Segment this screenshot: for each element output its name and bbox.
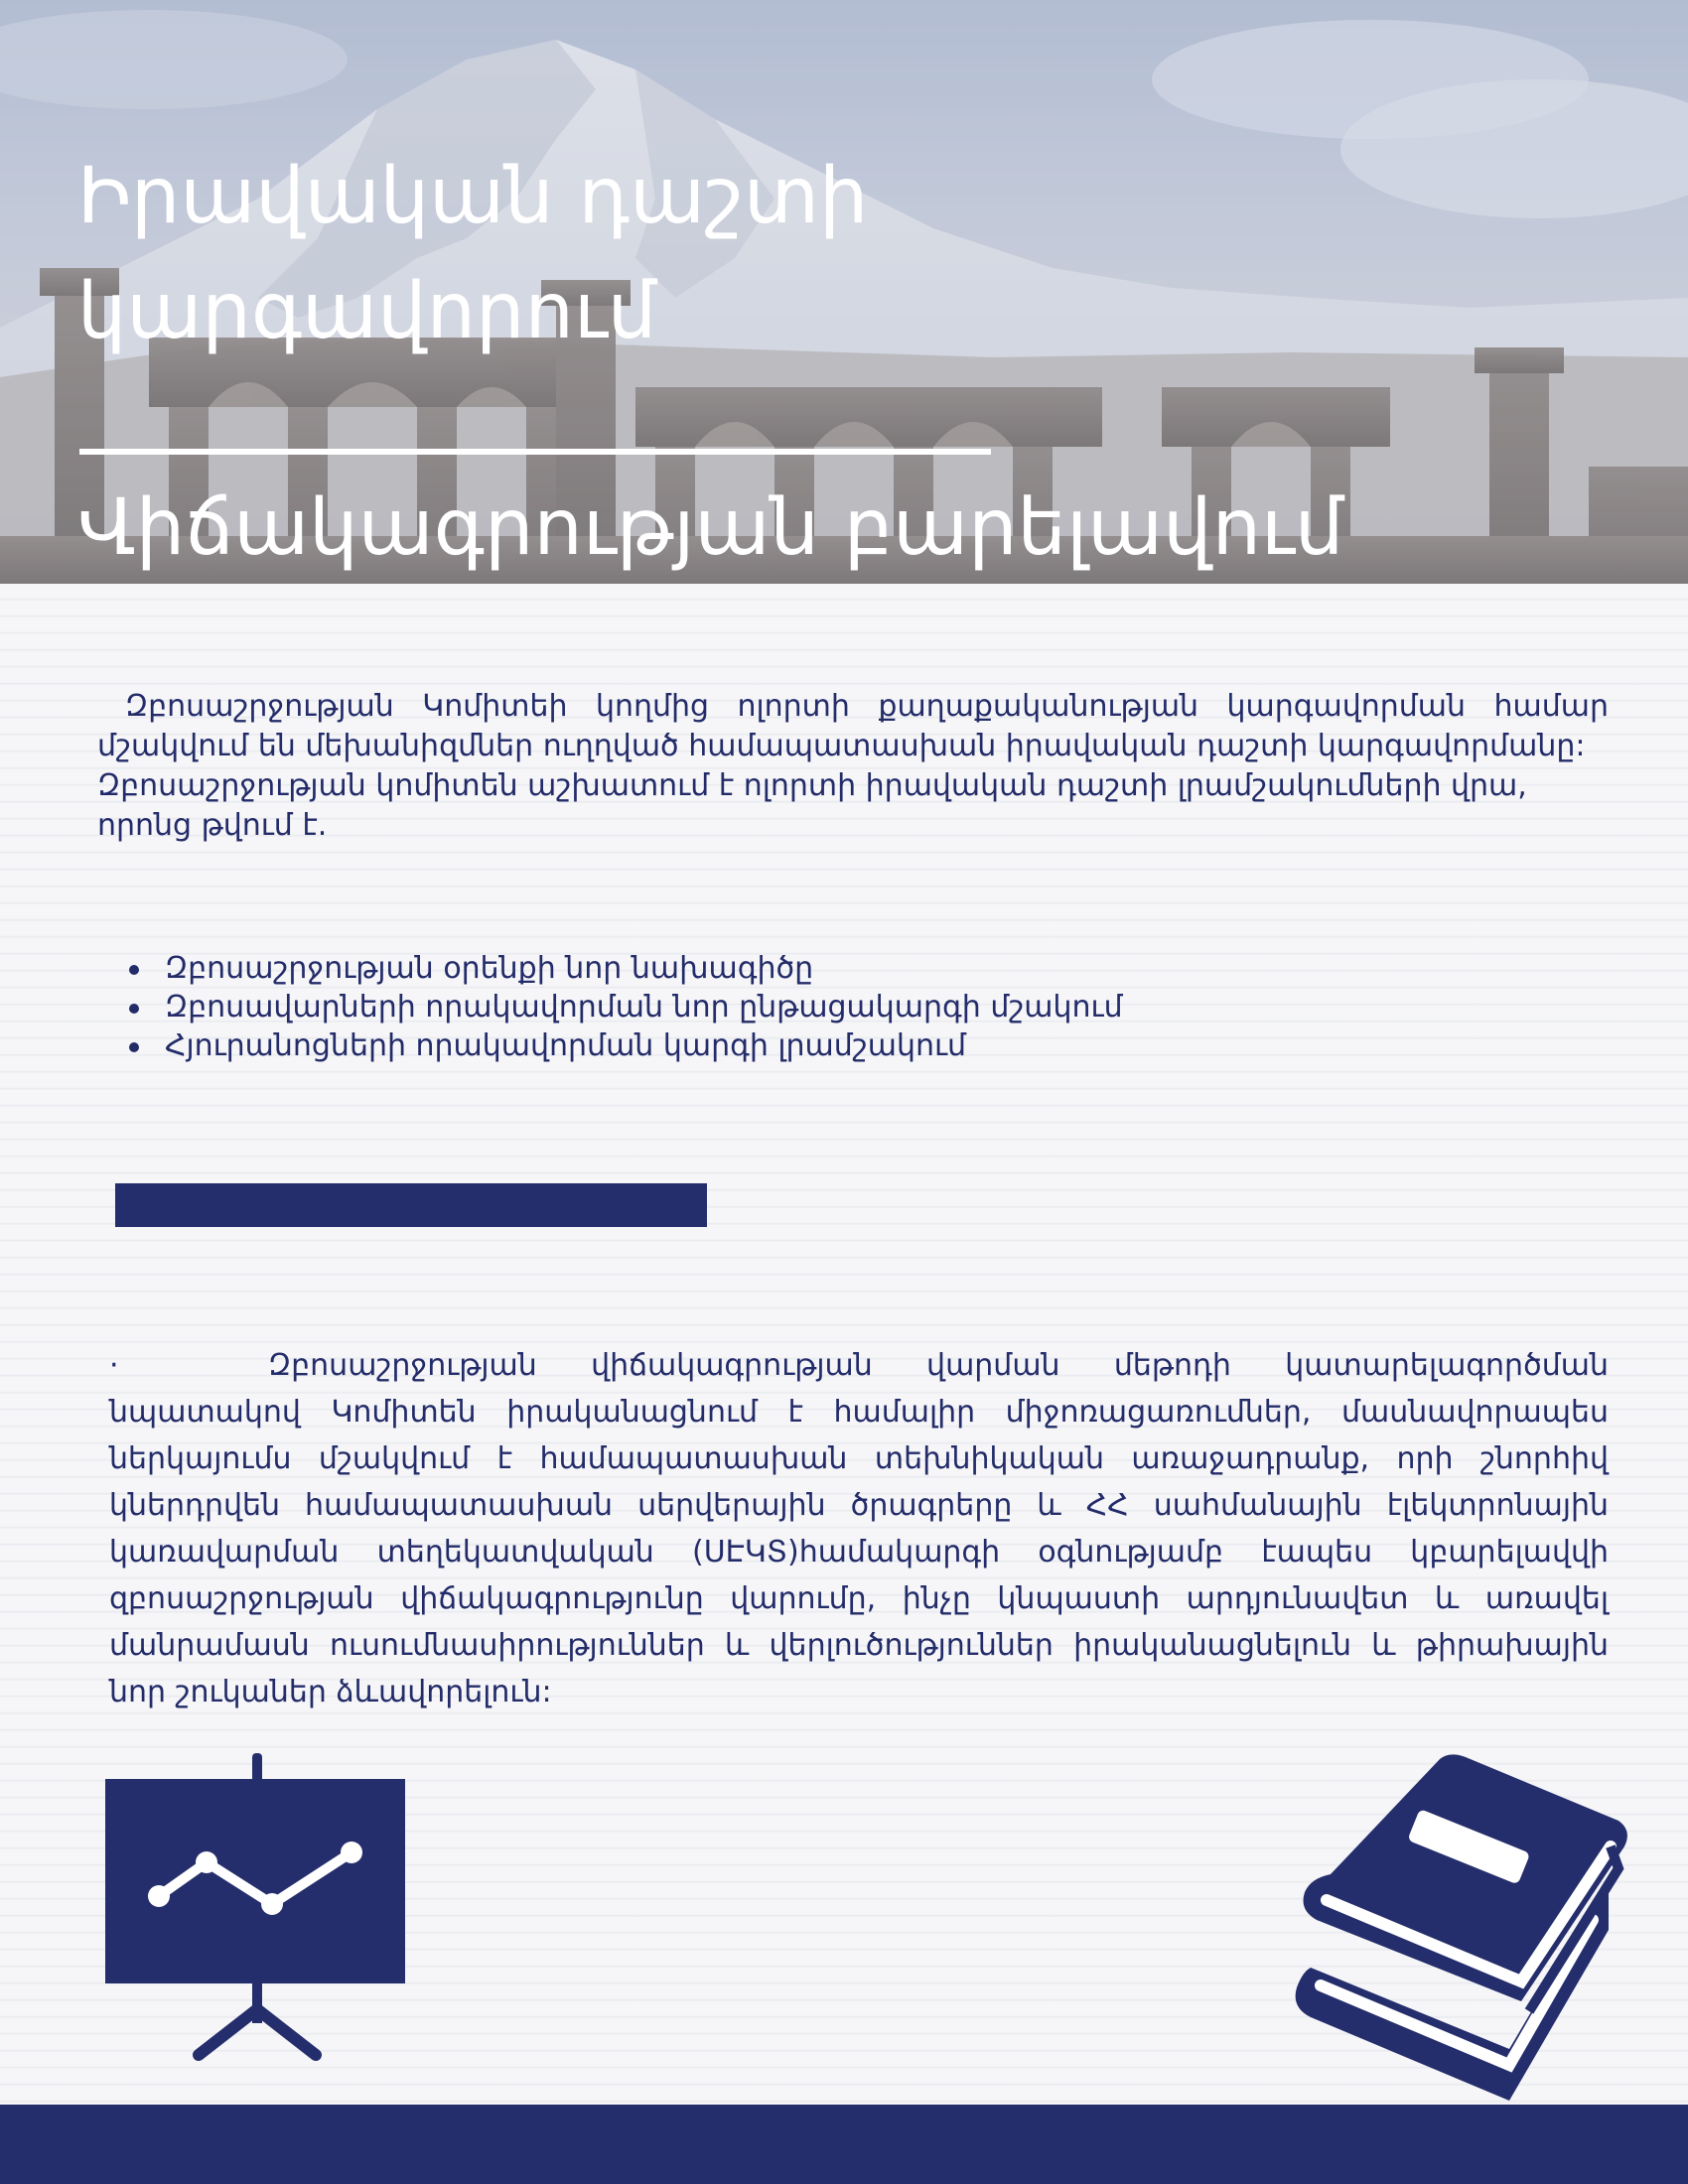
presentation-chart-icon bbox=[103, 1753, 411, 2061]
list-item: Զբոսավարների որակավորման նոր ընթացակարգի մշակում bbox=[125, 988, 1123, 1026]
intro-paragraph-2: Զբոսաշրջության կոմիտեն աշխատում է ոլորտի իրավական դաշտի լրամշակումների վրա, որոնց թվում է. bbox=[97, 768, 1527, 843]
paragraph-lead-dot: · bbox=[109, 1348, 119, 1383]
hero-subtitle: Վիճակագրության բարելավում bbox=[77, 483, 1344, 573]
list-item: Հյուրանոցների որակավորման կարգի լրամշակում bbox=[125, 1026, 1123, 1065]
list-item: Զբոսաշրջության օրենքի նոր նախագիծը bbox=[125, 949, 1123, 988]
books-icon bbox=[1291, 1751, 1628, 2105]
intro-section bbox=[97, 687, 1609, 846]
footer-bar bbox=[0, 2105, 1688, 2184]
statistics-paragraph-text: Զբոսաշրջության վիճակագրության վարման մեթոդի կատարելագործման նպատակով Կոմիտեն իրականացնում է համալիր միջոռացառումներ, մասնավորապես ներկայումս մշակվում է համապատասխան տեխնիկական առաջադրանք, որի շնորհիվ կներդրվեն համապատասխան սերվերային ծրագրերը և ՀՀ սահմանային էլեկտրոնային կառավարման տեղեկատվական (ՍԷԿՏ)համակարգի օգնությամբ էապես կբարելավվի զբոսաշրջության վիճակագրությունը վարումը, ինչը կնպաստի արդյունավետ և առավել մանրամասն ուսումնասիրություններ և վերլուծություններ իրականացնելուն և թիրախային նոր շուկաներ ձևավորելուն: bbox=[109, 1348, 1609, 1709]
hero-title: Իրավական դաշտի կարգավորում bbox=[77, 152, 869, 356]
statistics-paragraph bbox=[109, 1342, 1609, 1715]
hero-divider-line bbox=[79, 449, 991, 455]
section-divider-bar bbox=[115, 1183, 707, 1227]
hero-banner bbox=[0, 0, 1688, 584]
initiatives-list bbox=[125, 949, 1123, 1065]
intro-paragraph: Զբոսաշրջության Կոմիտեի կողմից ոլորտի քաղաքականության կարգավորման համար մշակվում են մեխանիզմներ ուղղված համապատասխան իրավական դաշտի կարգավորմանը: bbox=[97, 689, 1609, 763]
